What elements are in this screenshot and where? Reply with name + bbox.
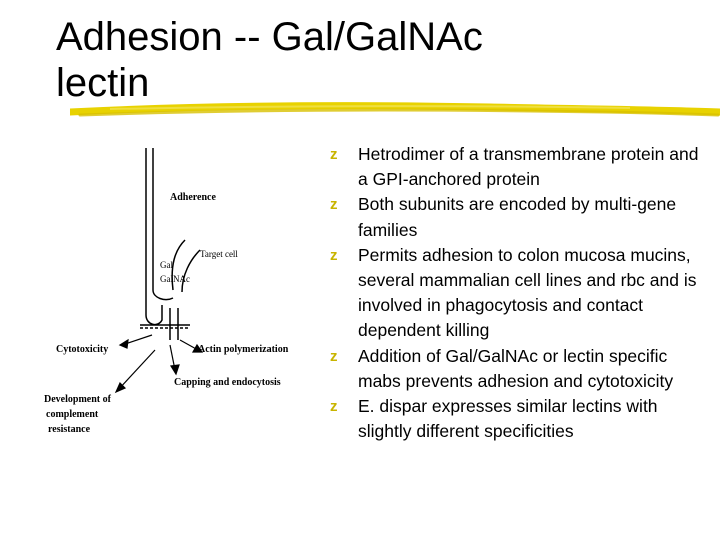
label-actin-polymerization: Actin polymerization	[198, 344, 289, 355]
bullet-item	[330, 243, 710, 344]
label-adherence: Adherence	[170, 192, 216, 203]
label-development-3: resistance	[48, 424, 91, 435]
label-development-2: complement	[46, 409, 99, 420]
title-underline-brushstroke	[70, 100, 720, 124]
bullet-item	[330, 192, 710, 242]
bullet-text: E. dispar expresses similar lectins with slightly different specificities	[358, 396, 658, 442]
bullet-item	[330, 142, 710, 192]
bullet-item	[330, 394, 710, 444]
lectin-function-diagram	[30, 140, 320, 450]
bullet-text: Permits adhesion to colon mucosa mucins, several mammalian cell lines and rbc and is involved in phagocytosis and contact dependent killing	[358, 244, 697, 341]
label-development-1: Development of	[44, 394, 111, 405]
bullet-text: Hetrodimer of a transmembrane protein and a GPI-anchored protein	[358, 144, 699, 190]
bullet-icon: z	[330, 196, 338, 214]
receptor-structure	[140, 148, 200, 340]
title-line-2: lectin	[56, 61, 150, 105]
title-line-1: Adhesion -- Gal/GalNAc	[56, 15, 483, 59]
bullet-icon: z	[330, 246, 338, 264]
bullet-icon: z	[330, 146, 338, 163]
bullet-text: Both subunits are encoded by multi-gene families	[358, 194, 677, 240]
bullet-item	[330, 344, 710, 394]
bullet-list	[330, 142, 710, 444]
slide-title	[56, 14, 483, 106]
label-capping-endocytosis: Capping and endocytosis	[174, 377, 281, 388]
label-target-cell: Target cell	[200, 249, 238, 259]
label-cytotoxicity: Cytotoxicity	[56, 344, 109, 355]
bullet-icon: z	[330, 347, 338, 365]
label-gal: Gal	[160, 260, 173, 270]
label-galnac: GalNAc	[160, 274, 190, 284]
bullet-text: Addition of Gal/GalNAc or lectin specific mabs prevents adhesion and cytotoxicity	[358, 345, 674, 391]
bullet-icon: z	[330, 398, 338, 416]
